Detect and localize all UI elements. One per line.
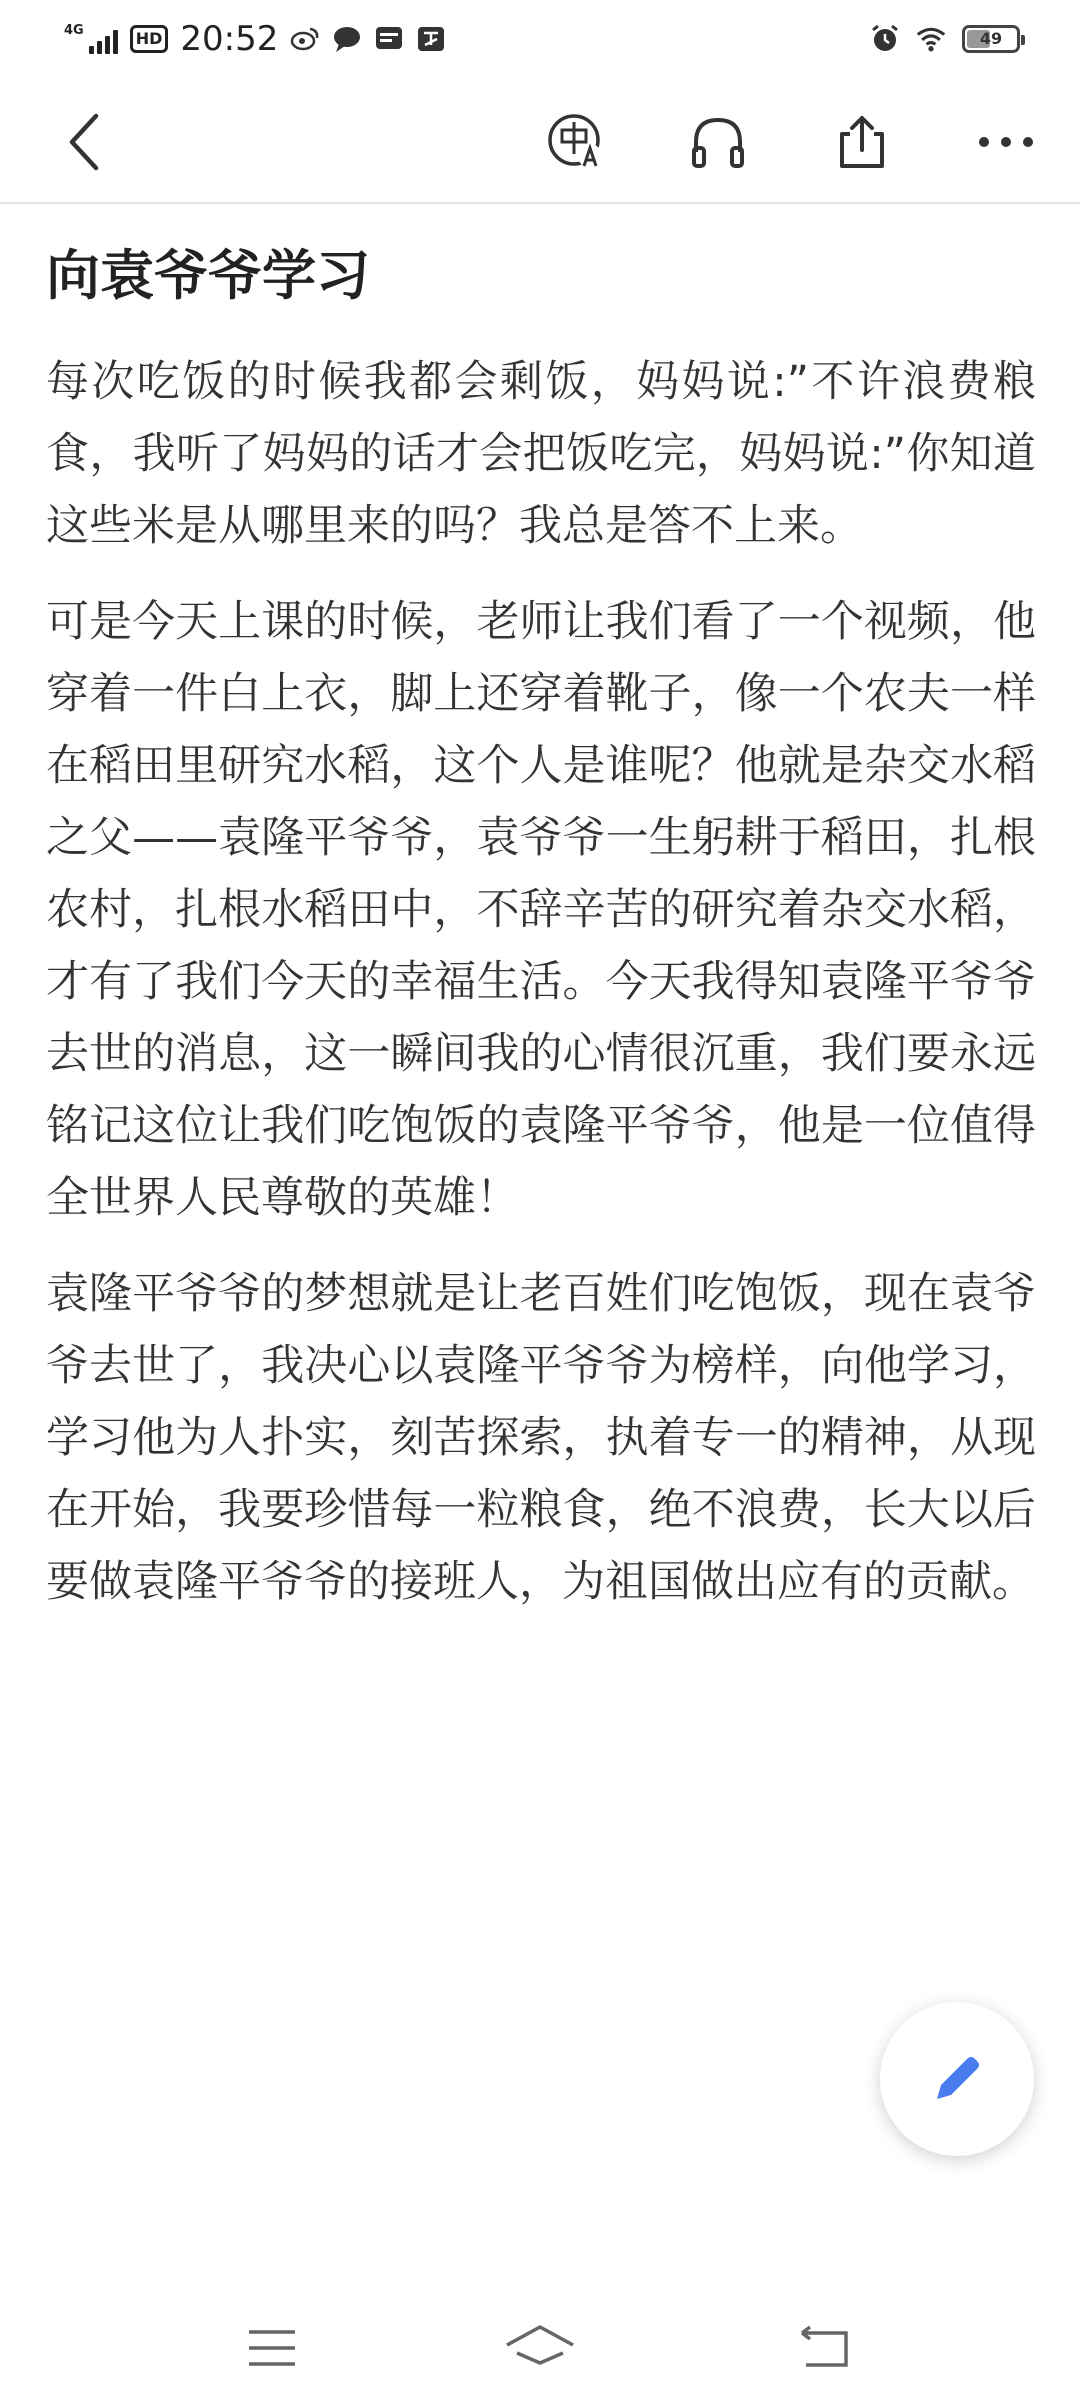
article-paragraph: 每次吃饭的时候我都会剩饭，妈妈说:”不许浪费粮食，我听了妈妈的话才会把饭吃完，妈妈说:”你知道这些米是从哪里来的吗？我总是答不上来。 <box>46 357 1036 551</box>
status-bar-left <box>64 14 446 64</box>
status-bar-right <box>870 14 1020 64</box>
home-button[interactable] <box>500 2316 580 2380</box>
nav-back-button[interactable] <box>784 2316 864 2380</box>
wifi-icon <box>916 24 946 54</box>
notes-icon <box>374 24 404 54</box>
top-toolbar <box>0 80 1080 204</box>
more-icon <box>976 132 1036 152</box>
translate-icon <box>546 112 606 172</box>
share-icon <box>832 112 892 172</box>
recents-button[interactable] <box>232 2316 312 2380</box>
message-icon <box>332 24 362 54</box>
more-button[interactable] <box>974 110 1038 174</box>
clock: 20:52 <box>180 19 279 59</box>
status-bar <box>0 0 1080 80</box>
battery-percent: 49 <box>979 29 1003 48</box>
edit-button[interactable] <box>880 2002 1034 2156</box>
network-type: 4G <box>64 23 84 38</box>
weibo-icon <box>290 24 320 54</box>
alarm-icon <box>870 24 900 54</box>
back-button[interactable] <box>52 110 116 174</box>
back-nav-icon <box>796 2325 852 2371</box>
home-icon <box>503 2323 577 2373</box>
article-paragraph: 袁隆平爷爷的梦想就是让老百姓们吃饱饭，现在袁爷爷去世了，我决心以袁隆平爷爷为榜样，向他学习，学习他为人扑实，刻苦探索，执着专一的精神，从现在开始，我要珍惜每一粒粮食，绝不浪费，长大以后要做袁隆平爷爷的接班人，为祖国做出应有的贡献。 <box>46 1269 1036 1607</box>
navigation-bar <box>0 2300 1080 2400</box>
article-title: 向袁爷爷学习 <box>46 244 370 307</box>
back-icon <box>64 110 104 174</box>
headphones-icon <box>688 112 748 172</box>
article-paragraph: 可是今天上课的时候，老师让我们看了一个视频，他穿着一件白上衣，脚上还穿着靴子，像一个农夫一样在稻田里研究水稻，这个人是谁呢？他就是杂交水稻之父——袁隆平爷爷，袁爷爷一生躬耕于稻田，扎根农村，扎根水稻田中，不辞辛苦的研究着杂交水稻，才有了我们今天的幸福生活。今天我得知袁隆平爷爷去世的消息，这一瞬间我的心情很沉重，我们要永远铭记这位让我们吃饱饭的袁隆平爷爷，他是一位值得全世界人民尊敬的英雄！ <box>46 597 1036 1223</box>
share-button[interactable] <box>830 110 894 174</box>
battery-icon <box>962 25 1020 53</box>
hd-badge: HD <box>130 25 169 53</box>
menu-icon <box>245 2326 299 2370</box>
signal-icon <box>64 24 118 54</box>
translate-button[interactable] <box>544 110 608 174</box>
translate-app-icon <box>416 24 446 54</box>
article <box>46 236 1036 1642</box>
pencil-icon <box>927 2049 987 2109</box>
listen-button[interactable] <box>686 110 750 174</box>
